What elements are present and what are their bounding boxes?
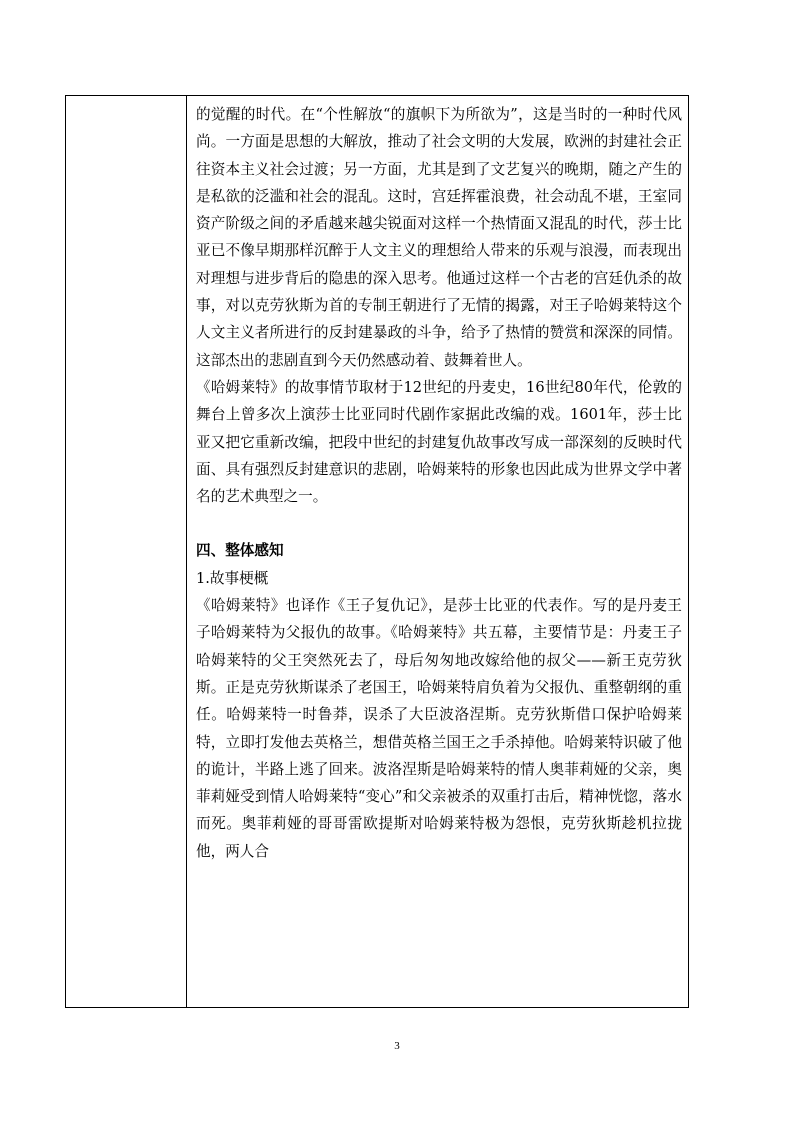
- page-number: 3: [394, 1040, 400, 1052]
- body-paragraph-1: 的觉醒的时代。在“个性解放“的旗帜下为所欲为”，这是当时的一种时代风尚。一方面是思想的大解放，推动了社会文明的大发展，欧洲的封建社会正往资本主义社会过渡；另一方面，尤其是到了文艺复兴的晚期，随之产生的是私欲的泛滥和社会的混乱。这时，宫廷挥霍浪费，社会动乱不堪，王室同资产阶级之间的矛盾越来越尖锐面对这样一个热情面又混乱的时代，莎士比亚已不像早期那样沉醉于人文主义的理想给人带来的乐观与浪漫，而表现出对理想与进步背后的隐患的深入思考。他通过这样一个古老的宫廷仇杀的故事，对以克劳狄斯为首的专制王朝进行了无情的揭露，对王子哈姆莱特这个人文主义者所进行的反封建暴政的斗争，给予了热情的赞赏和深深的同情。这部杰出的悲剧直到今天仍然感动着、鼓舞着世人。: [196, 106, 682, 369]
- section-heading: 四、整体感知: [196, 542, 284, 560]
- body-paragraph-2: 《哈姆莱特》的故事情节取材于12世纪的丹麦史，16世纪80年代，伦敦的舞台上曾多次上演莎士比亚同时代剧作家据此改编的戏。1601年，莎士比亚又把它重新改编，把段中世纪的封建复仇故事改写成一部深刻的反映时代面、具有强烈反封建意识的悲剧，哈姆莱特的形象也因此成为世界文学中著名的艺术典型之一。: [196, 378, 682, 506]
- section-subheading: 1.故事梗概: [196, 569, 269, 587]
- blank-line: [196, 510, 682, 537]
- lesson-table: [65, 95, 689, 1008]
- body-paragraph-3: 《哈姆莱特》也译作《王子复仇记》，是莎士比亚的代表作。写的是丹麦王子哈姆莱特为父报仇的故事。《哈姆莱特》共五幕，主要情节是：丹麦王子哈姆莱特的父王突然死去了，母后匆匆地改嫁给他的叔父——新王克劳狄斯。正是克劳狄斯谋杀了老国王，哈姆莱特肩负着为父报仇、重整朝纲的重任。哈姆莱特一时鲁莽，误杀了大臣波洛涅斯。克劳狄斯借口保护哈姆莱特，立即打发他去英格兰，想借英格兰国王之手杀掉他。哈姆莱特识破了他的诡计，半路上逃了回来。波洛涅斯是哈姆莱特的情人奥菲莉娅的父亲，奥菲莉娅受到情人哈姆莱特“变心”和父亲被杀的双重打击后，精神恍惚，落水而死。奥菲莉娅的哥哥雷欧提斯对哈姆莱特极为怨恨，克劳狄斯趁机拉拢他，两人合: [196, 597, 682, 860]
- table-content-cell: [196, 101, 682, 865]
- table-column-divider: [186, 96, 187, 1007]
